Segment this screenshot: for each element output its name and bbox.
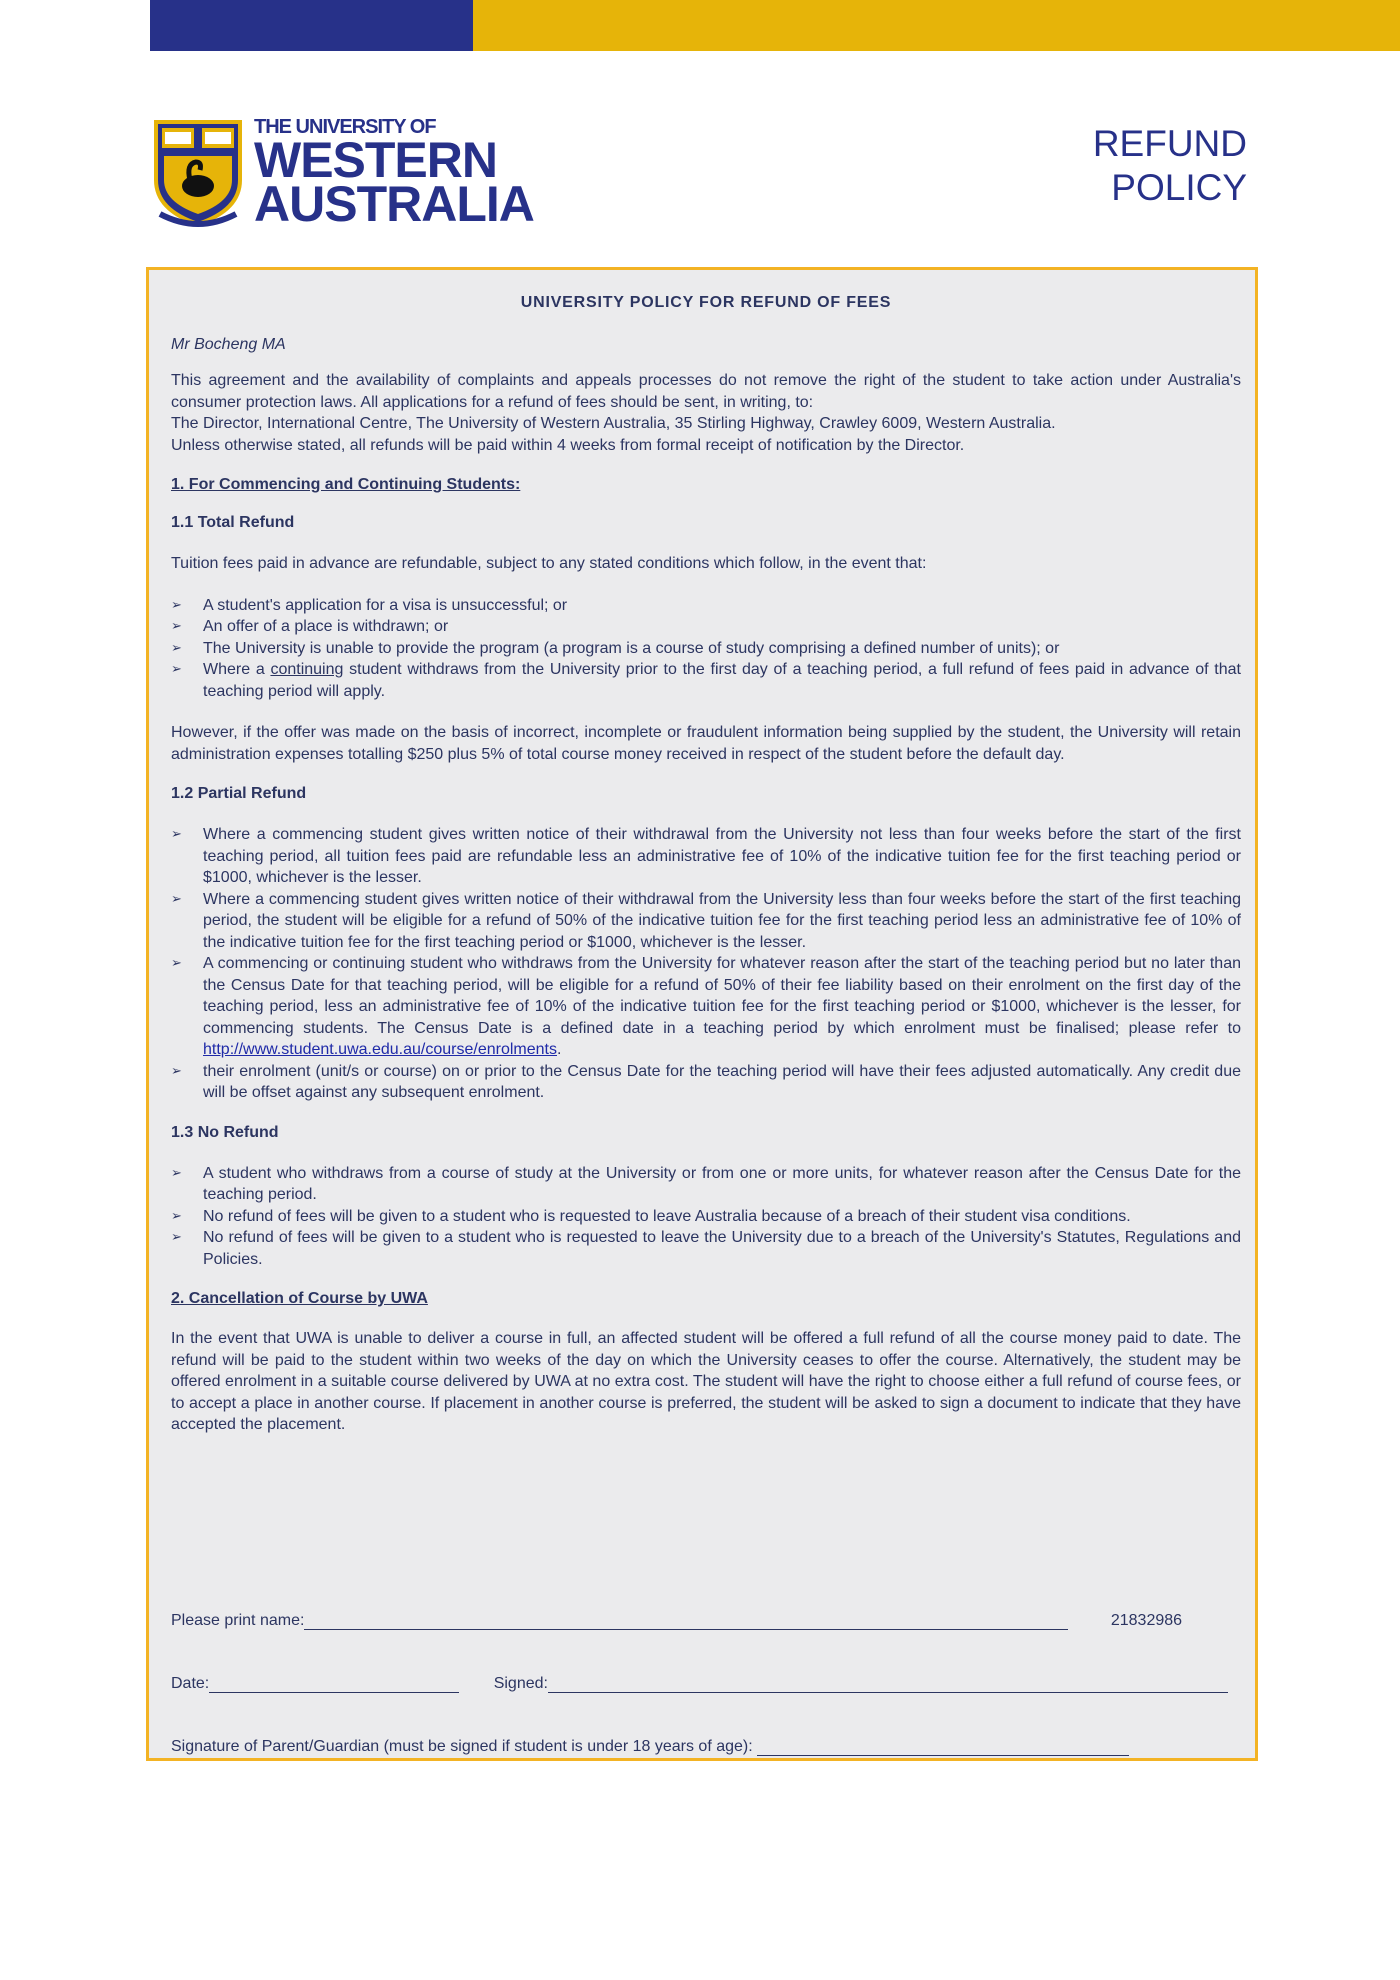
section-2-heading: 2. Cancellation of Course by UWA xyxy=(171,1290,428,1307)
guardian-row xyxy=(171,1738,1129,1756)
policy-panel xyxy=(146,267,1258,1761)
enrolments-link[interactable]: http://www.student.uwa.edu.au/course/enrolments xyxy=(203,1041,557,1058)
logo-line-2: WESTERN xyxy=(254,132,497,188)
list-item: ➢ Where a commencing student gives written notice of their withdrawal from the University not less than four weeks before the start of the first teaching period, all tuition fees paid are refundable less an administrative fee of 10% of the indicative tuition fee for the first teaching period or $1000, whichever is the lesser. xyxy=(171,824,1241,889)
signature-field[interactable] xyxy=(548,1678,1228,1693)
list-item: ➢ their enrolment (unit/s or course) on or prior to the Census Date for the teaching period will have their fees adjusted automatically. Any credit due will be offset against any subsequent enrolment. xyxy=(171,1061,1241,1104)
timing-text: Unless otherwise stated, all refunds will be paid within 4 weeks from formal receipt of notification by the Director. xyxy=(171,436,965,454)
logo-line-1: THE UNIVERSITY OF xyxy=(254,116,436,138)
uwa-logo xyxy=(150,112,534,232)
print-name-field[interactable] xyxy=(304,1615,1068,1630)
date-label: Date: xyxy=(171,1675,210,1692)
signed-label: Signed: xyxy=(493,1675,548,1692)
document-title xyxy=(1093,122,1247,210)
policy-title: UNIVERSITY POLICY FOR REFUND OF FEES xyxy=(520,294,892,311)
list-item-text: A commencing or continuing student who withdraws from the University for whatever reason after the start of the teaching period but no later than the Census Date for that teaching period, will be eligible for a refund of 50% of their fee liability based on their enrolment on the first day of the teaching period, less an administrative fee of 10% of the indicative tuition fee for the first teaching period or $1000, whichever is the lesser, for commencing students. The Census Date is a defined date in a teaching period by which enrolment must be finalised; please refer to xyxy=(203,955,1241,1037)
total-refund-lead: Tuition fees paid in advance are refundable, subject to any stated conditions which follow, in the event that: xyxy=(171,555,927,572)
document-title-line-1: REFUND xyxy=(1092,123,1247,164)
cancellation-paragraph: In the event that UWA is unable to deliver a course in full, an affected student will be offered a full refund of all the course money paid to date. The refund will be paid to the student within two weeks of the day on which the University ceases to offer the course. Alternatively, the student may be offered enrolment in a suitable course delivered by UWA at no extra cost. The student will have the right to choose either a full refund of course fees, or to accept a place in another course. If placement in another course is preferred, the student will be asked to sign a document to indicate that they have accepted the placement. xyxy=(171,1330,1241,1433)
list-item-text: Where a xyxy=(203,661,271,678)
guardian-signature-field[interactable] xyxy=(757,1741,1129,1756)
no-refund-heading: 1.3 No Refund xyxy=(171,1123,279,1141)
list-item xyxy=(171,953,1241,1061)
header-gold-bar xyxy=(473,0,1400,51)
list-item: ➢ The University is unable to provide the program (a program is a course of study comprising a defined number of units); or xyxy=(171,638,1241,660)
however-paragraph: However, if the offer was made on the basis of incorrect, incomplete or fraudulent information being supplied by the student, the University will retain administration expenses totalling $250 plus 5% of total course money received in respect of the student before the default day. xyxy=(171,724,1241,763)
date-field[interactable] xyxy=(209,1678,459,1693)
no-refund-list xyxy=(171,1163,1241,1271)
address-text: The Director, International Centre, The University of Western Australia, 35 Stirling Highway, Crawley 6009, Western Australia. xyxy=(171,415,1056,432)
list-item: ➢ No refund of fees will be given to a student who is requested to leave Australia because of a breach of their student visa conditions. xyxy=(171,1206,1241,1228)
logo-line-3: AUSTRALIA xyxy=(254,176,534,232)
partial-refund-list xyxy=(171,824,1241,1104)
header-blue-bar xyxy=(150,0,473,51)
list-item: ➢ No refund of fees will be given to a student who is requested to leave the University due to a breach of the University's Statutes, Regulations and Policies. xyxy=(171,1227,1241,1270)
uwa-crest-icon xyxy=(150,118,246,228)
list-item: ➢ A student's application for a visa is unsuccessful; or xyxy=(171,595,1241,617)
total-refund-list xyxy=(171,595,1241,703)
guardian-label: Signature of Parent/Guardian (must be signed if student is under 18 years of age): xyxy=(171,1738,753,1755)
uwa-wordmark xyxy=(254,116,534,232)
print-name-row xyxy=(171,1612,1182,1630)
intro-text: This agreement and the availability of complaints and appeals processes do not remove the right of the student to take action under Australia's consumer protection laws. All applications for a refund of fees should be sent, in writing, to: xyxy=(171,372,1241,411)
list-item: ➢ Where a commencing student gives written notice of their withdrawal from the University less than four weeks before the start of the first teaching period, the student will be eligible for a refund of 50% of the indicative tuition fee for the first teaching period less an administrative fee of 10% of the indicative tuition fee for the first teaching period or $1000, whichever is the lesser. xyxy=(171,889,1241,954)
print-name-label: Please print name: xyxy=(171,1612,305,1629)
list-item xyxy=(171,659,1241,702)
total-refund-heading: 1.1 Total Refund xyxy=(171,514,295,531)
intro-block xyxy=(171,370,1241,456)
list-item-text: student withdraws from the University prior to the first day of a teaching period, a full refund of fees paid in advance of that teaching period will apply. xyxy=(203,661,1241,700)
partial-refund-heading: 1.2 Partial Refund xyxy=(171,785,307,802)
list-item: ➢ An offer of a place is withdrawn; or xyxy=(171,616,1241,638)
student-name: Mr Bocheng MA xyxy=(171,336,286,353)
date-signed-row xyxy=(171,1675,1228,1693)
student-number: 21832986 xyxy=(1110,1612,1183,1629)
list-item: ➢ A student who withdraws from a course of study at the University or from one or more units, for whatever reason after the Census Date for the teaching period. xyxy=(171,1163,1241,1206)
list-item-text: . xyxy=(556,1041,562,1058)
section-1-heading: 1. For Commencing and Continuing Students: xyxy=(171,476,521,493)
continuing-underlined: continuing xyxy=(270,661,344,678)
document-title-line-2: POLICY xyxy=(1111,167,1247,208)
